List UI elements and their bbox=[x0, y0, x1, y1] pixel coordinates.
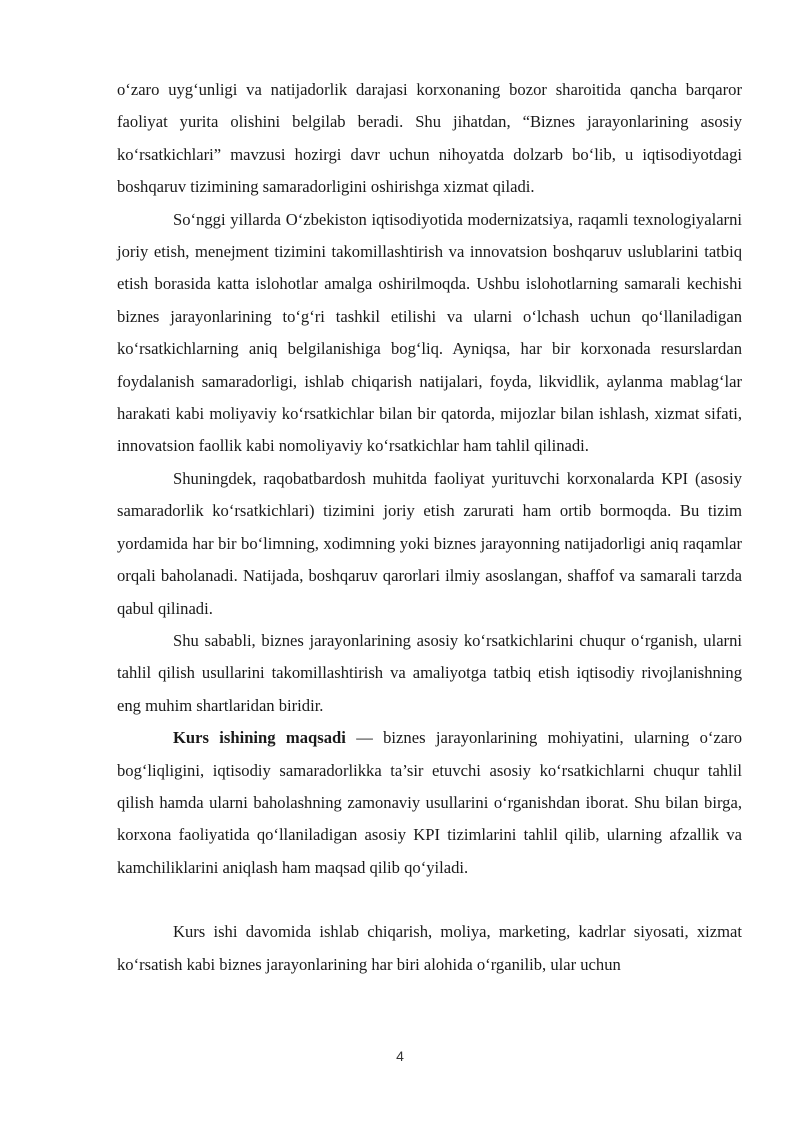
paragraph-kpi: Shuningdek, raqobatbardosh muhitda faoliyat yurituvchi korxonalarda KPI (asosiy samaradorlik ko‘rsatkichlari) tizimini joriy etish zarurati ham ortib bormoqda. Bu tizim yordamida har bir bo‘limning, xodimning yoki biznes jarayonning natijadorligi aniq raqamlar orqali baholanadi. Natijada, boshqaruv qarorlari ilmiy asoslangan, shaffof va samarali tarzda qabul qilinadi. bbox=[117, 468, 742, 618]
paragraph-final: Kurs ishi davomida ishlab chiqarish, moliya, marketing, kadrlar siyosati, xizmat ko‘rsatish kabi biznes jarayonlarining har biri alohida o‘rganilib, ular uchun bbox=[117, 922, 742, 974]
paragraph-gap bbox=[117, 884, 742, 916]
paragraph-continuation: o‘zaro uyg‘unligi va natijadorlik darajasi korxonaning bozor sharoitida qancha barqaror faoliyat yurita olishini belgilab beradi. Shu jihatdan, “Biznes jarayonlarining asosiy ko‘rsatkichlari” mavzusi hozirgi davr uchun nihoyatda dolzarb bo‘lib, u iqtisodiyotdagi boshqaruv tizimining samaradorligini oshirishga xizmat qiladi. bbox=[117, 80, 742, 197]
paragraph-reforms: So‘nggi yillarda O‘zbekiston iqtisodiyotida modernizatsiya, raqamli texnologiyalarni joriy etish, menejment tizimini takomillashtirish va innovatsion boshqaruv uslublarini tatbiq etish borasida katta islohotlar amalga oshirilmoqda. Ushbu islohotlarning samarali kechishi biznes jarayonlarining to‘g‘ri tashkil etilishi va ularni o‘lchash uchun qo‘llaniladigan ko‘rsatkichlarning aniq belgilanishiga bog‘liq. Ayniqsa, har bir korxonada resurslardan foydalanish samaradorligi, ishlab chiqarish natijalari, foyda, likvidlik, aylanma mablag‘lar harakati kabi moliyaviy ko‘rsatkichlar bilan bir qatorda, mijozlar bilan ishlash, xizmat sifati, innovatsion faollik kabi nomoliyaviy ko‘rsatkichlar ham tahlil qilinadi. bbox=[117, 209, 742, 456]
document-body bbox=[117, 74, 742, 981]
purpose-label: Kurs ishining maqsadi bbox=[173, 728, 346, 748]
page-number: 4 bbox=[396, 1048, 404, 1064]
paragraph-conclusion: Shu sababli, biznes jarayonlarining asosiy ko‘rsatkichlarini chuqur o‘rganish, ularni tahlil qilish usullarini takomillashtirish va amaliyotga tatbiq etish iqtisodiy rivojlanishning eng muhim shartlaridan biridir. bbox=[117, 630, 742, 715]
purpose-text: — biznes jarayonlarining mohiyatini, ularning o‘zaro bog‘liqligini, iqtisodiy samaradorlikka ta’sir etuvchi asosiy ko‘rsatkichlarni chuqur tahlil qilish hamda ularni baholashning zamonaviy usullarini o‘rganishdan iborat. Shu bilan birga, korxona faoliyatida qo‘llaniladigan asosiy KPI tizimlarini tahlil qilib, ularning afzallik va kamchiliklarini aniqlash ham maqsad qilib qo‘yiladi. bbox=[117, 728, 742, 877]
paragraph-purpose bbox=[117, 722, 742, 884]
